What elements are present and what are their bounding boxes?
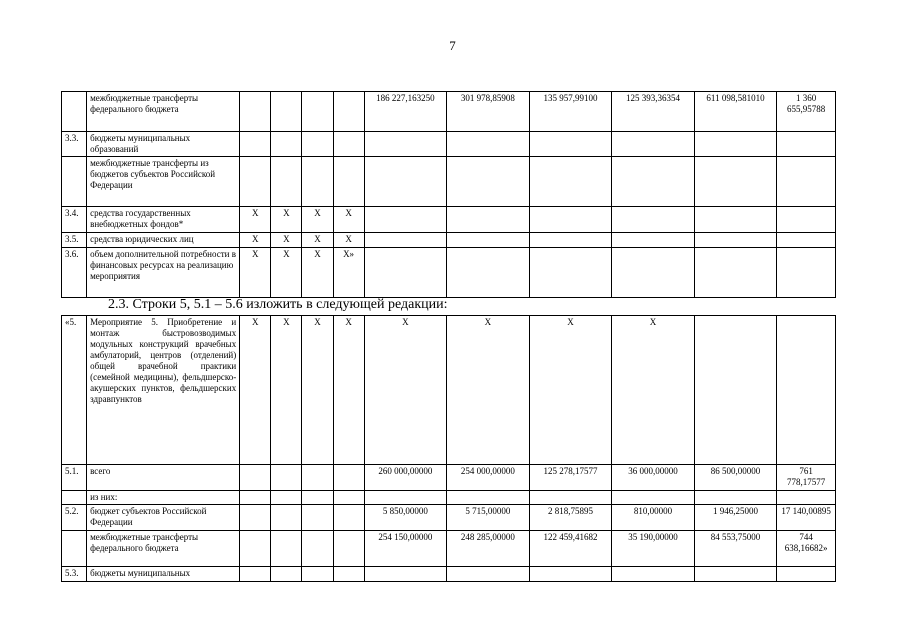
section-heading: 2.3. Строки 5, 5.1 – 5.6 изложить в следующей редакции:	[108, 297, 448, 312]
mark-cell	[240, 157, 271, 207]
page-number: 7	[449, 38, 456, 53]
table-row	[62, 316, 836, 465]
mark-cell	[333, 132, 364, 157]
value-cell	[447, 567, 530, 582]
table-row	[62, 157, 836, 207]
mark-cell: X	[271, 248, 302, 298]
mark-cell: X	[333, 207, 364, 233]
mark-cell	[271, 92, 302, 132]
row-number-cell: 3.5.	[62, 233, 87, 248]
value-cell: 1 360 655,95788	[777, 92, 836, 132]
value-cell: 86 500,00000	[694, 465, 777, 491]
budget-table-top	[61, 91, 836, 298]
row-name-cell: объем дополнительной потребности в финансовых ресурсах на реализацию мероприятия	[87, 248, 240, 298]
value-cell	[612, 567, 695, 582]
row-number-cell	[62, 157, 87, 207]
value-cell	[777, 132, 836, 157]
budget-table-bottom	[61, 315, 836, 582]
value-cell	[364, 132, 447, 157]
table-row	[62, 248, 836, 298]
row-name-cell: из них:	[87, 491, 240, 505]
table-row	[62, 207, 836, 233]
mark-cell	[271, 567, 302, 582]
value-cell	[612, 157, 695, 207]
value-cell	[777, 316, 836, 465]
mark-cell	[271, 465, 302, 491]
row-name-cell: средства юридических лиц	[87, 233, 240, 248]
value-cell: 122 459,41682	[529, 531, 612, 567]
mark-cell: X	[302, 233, 333, 248]
mark-cell: X	[240, 316, 271, 465]
mark-cell: X	[302, 248, 333, 298]
value-cell	[612, 132, 695, 157]
value-cell: X	[612, 316, 695, 465]
value-cell	[447, 248, 530, 298]
value-cell	[529, 491, 612, 505]
value-cell	[364, 567, 447, 582]
row-name-cell: бюджеты муниципальных образований	[87, 132, 240, 157]
row-name-cell: всего	[87, 465, 240, 491]
mark-cell: X	[302, 207, 333, 233]
value-cell: X	[447, 316, 530, 465]
table-row	[62, 92, 836, 132]
table-row	[62, 465, 836, 491]
value-cell	[694, 316, 777, 465]
value-cell	[777, 491, 836, 505]
value-cell	[529, 207, 612, 233]
value-cell	[529, 132, 612, 157]
value-cell	[612, 207, 695, 233]
row-number-cell: 3.6.	[62, 248, 87, 298]
table-row	[62, 132, 836, 157]
mark-cell	[271, 157, 302, 207]
value-cell: 761 778,17577	[777, 465, 836, 491]
row-number-cell: 5.3.	[62, 567, 87, 582]
mark-cell	[333, 92, 364, 132]
value-cell: X	[364, 316, 447, 465]
mark-cell	[302, 567, 333, 582]
table-row	[62, 233, 836, 248]
mark-cell	[333, 491, 364, 505]
value-cell: 36 000,00000	[612, 465, 695, 491]
table-row	[62, 567, 836, 582]
mark-cell	[302, 505, 333, 531]
value-cell	[612, 248, 695, 298]
row-number-cell: 3.4.	[62, 207, 87, 233]
mark-cell	[302, 531, 333, 567]
value-cell: 810,00000	[612, 505, 695, 531]
mark-cell	[271, 531, 302, 567]
value-cell	[364, 207, 447, 233]
value-cell: 35 190,00000	[612, 531, 695, 567]
value-cell	[777, 157, 836, 207]
mark-cell: X»	[333, 248, 364, 298]
value-cell: 125 393,36354	[612, 92, 695, 132]
mark-cell: X	[271, 207, 302, 233]
mark-cell: X	[271, 233, 302, 248]
value-cell	[694, 132, 777, 157]
value-cell	[364, 248, 447, 298]
mark-cell	[333, 157, 364, 207]
value-cell	[447, 157, 530, 207]
mark-cell	[302, 157, 333, 207]
value-cell	[529, 233, 612, 248]
mark-cell	[271, 132, 302, 157]
table-row	[62, 531, 836, 567]
row-number-cell: «5.	[62, 316, 87, 465]
value-cell	[777, 567, 836, 582]
mark-cell	[302, 491, 333, 505]
value-cell	[529, 248, 612, 298]
mark-cell	[240, 567, 271, 582]
mark-cell	[271, 505, 302, 531]
table-row	[62, 505, 836, 531]
row-name-cell: бюджет субъектов Российской Федерации	[87, 505, 240, 531]
row-name-cell: межбюджетные трансферты федерального бюджета	[87, 531, 240, 567]
mark-cell	[240, 92, 271, 132]
mark-cell	[240, 132, 271, 157]
mark-cell: X	[240, 207, 271, 233]
value-cell: 125 278,17577	[529, 465, 612, 491]
row-number-cell: 5.2.	[62, 505, 87, 531]
value-cell	[529, 567, 612, 582]
mark-cell	[240, 465, 271, 491]
row-number-cell: 5.1.	[62, 465, 87, 491]
mark-cell	[240, 491, 271, 505]
value-cell: 2 818,75895	[529, 505, 612, 531]
row-number-cell	[62, 491, 87, 505]
value-cell: 186 227,163250	[364, 92, 447, 132]
mark-cell: X	[240, 248, 271, 298]
value-cell	[447, 207, 530, 233]
mark-cell: X	[333, 233, 364, 248]
value-cell	[694, 567, 777, 582]
value-cell	[777, 233, 836, 248]
value-cell: 84 553,75000	[694, 531, 777, 567]
value-cell	[447, 491, 530, 505]
value-cell: 248 285,00000	[447, 531, 530, 567]
value-cell: 5 850,00000	[364, 505, 447, 531]
value-cell	[694, 233, 777, 248]
value-cell	[364, 233, 447, 248]
value-cell	[694, 248, 777, 298]
mark-cell	[302, 132, 333, 157]
mark-cell	[240, 505, 271, 531]
value-cell	[777, 207, 836, 233]
mark-cell	[302, 465, 333, 491]
value-cell	[447, 233, 530, 248]
value-cell: 254 150,00000	[364, 531, 447, 567]
mark-cell: X	[240, 233, 271, 248]
value-cell	[364, 157, 447, 207]
mark-cell	[333, 505, 364, 531]
row-number-cell	[62, 531, 87, 567]
row-name-cell: межбюджетные трансферты из бюджетов субъектов Российской Федерации	[87, 157, 240, 207]
row-number-cell: 3.3.	[62, 132, 87, 157]
row-name-cell: Мероприятие 5. Приобретение и монтаж быстровозводимых модульных конструкций врачебных амбулаторий, центров (отделений) общей врачебной практики (семейной медицины), фельдшерско-акушерских пунктов, фельдшерских здравпунктов	[87, 316, 240, 465]
table-row	[62, 491, 836, 505]
value-cell	[612, 491, 695, 505]
value-cell: 254 000,00000	[447, 465, 530, 491]
value-cell	[529, 157, 612, 207]
value-cell	[447, 132, 530, 157]
value-cell: 611 098,581010	[694, 92, 777, 132]
row-name-cell: средства государственных внебюджетных фондов*	[87, 207, 240, 233]
row-name-cell: межбюджетные трансферты федерального бюджета	[87, 92, 240, 132]
mark-cell: X	[302, 316, 333, 465]
row-number-cell	[62, 92, 87, 132]
mark-cell	[333, 531, 364, 567]
mark-cell	[333, 465, 364, 491]
mark-cell: X	[271, 316, 302, 465]
mark-cell	[271, 491, 302, 505]
value-cell	[612, 233, 695, 248]
value-cell: 17 140,00895	[777, 505, 836, 531]
value-cell: 260 000,00000	[364, 465, 447, 491]
value-cell: X	[529, 316, 612, 465]
mark-cell	[333, 567, 364, 582]
value-cell	[694, 207, 777, 233]
value-cell: 301 978,85908	[447, 92, 530, 132]
value-cell: 135 957,99100	[529, 92, 612, 132]
value-cell	[694, 157, 777, 207]
value-cell	[694, 491, 777, 505]
value-cell	[777, 248, 836, 298]
value-cell	[364, 491, 447, 505]
value-cell: 5 715,00000	[447, 505, 530, 531]
mark-cell	[302, 92, 333, 132]
mark-cell: X	[333, 316, 364, 465]
value-cell: 744 638,16682»	[777, 531, 836, 567]
row-name-cell: бюджеты муниципальных	[87, 567, 240, 582]
mark-cell	[240, 531, 271, 567]
value-cell: 1 946,25000	[694, 505, 777, 531]
